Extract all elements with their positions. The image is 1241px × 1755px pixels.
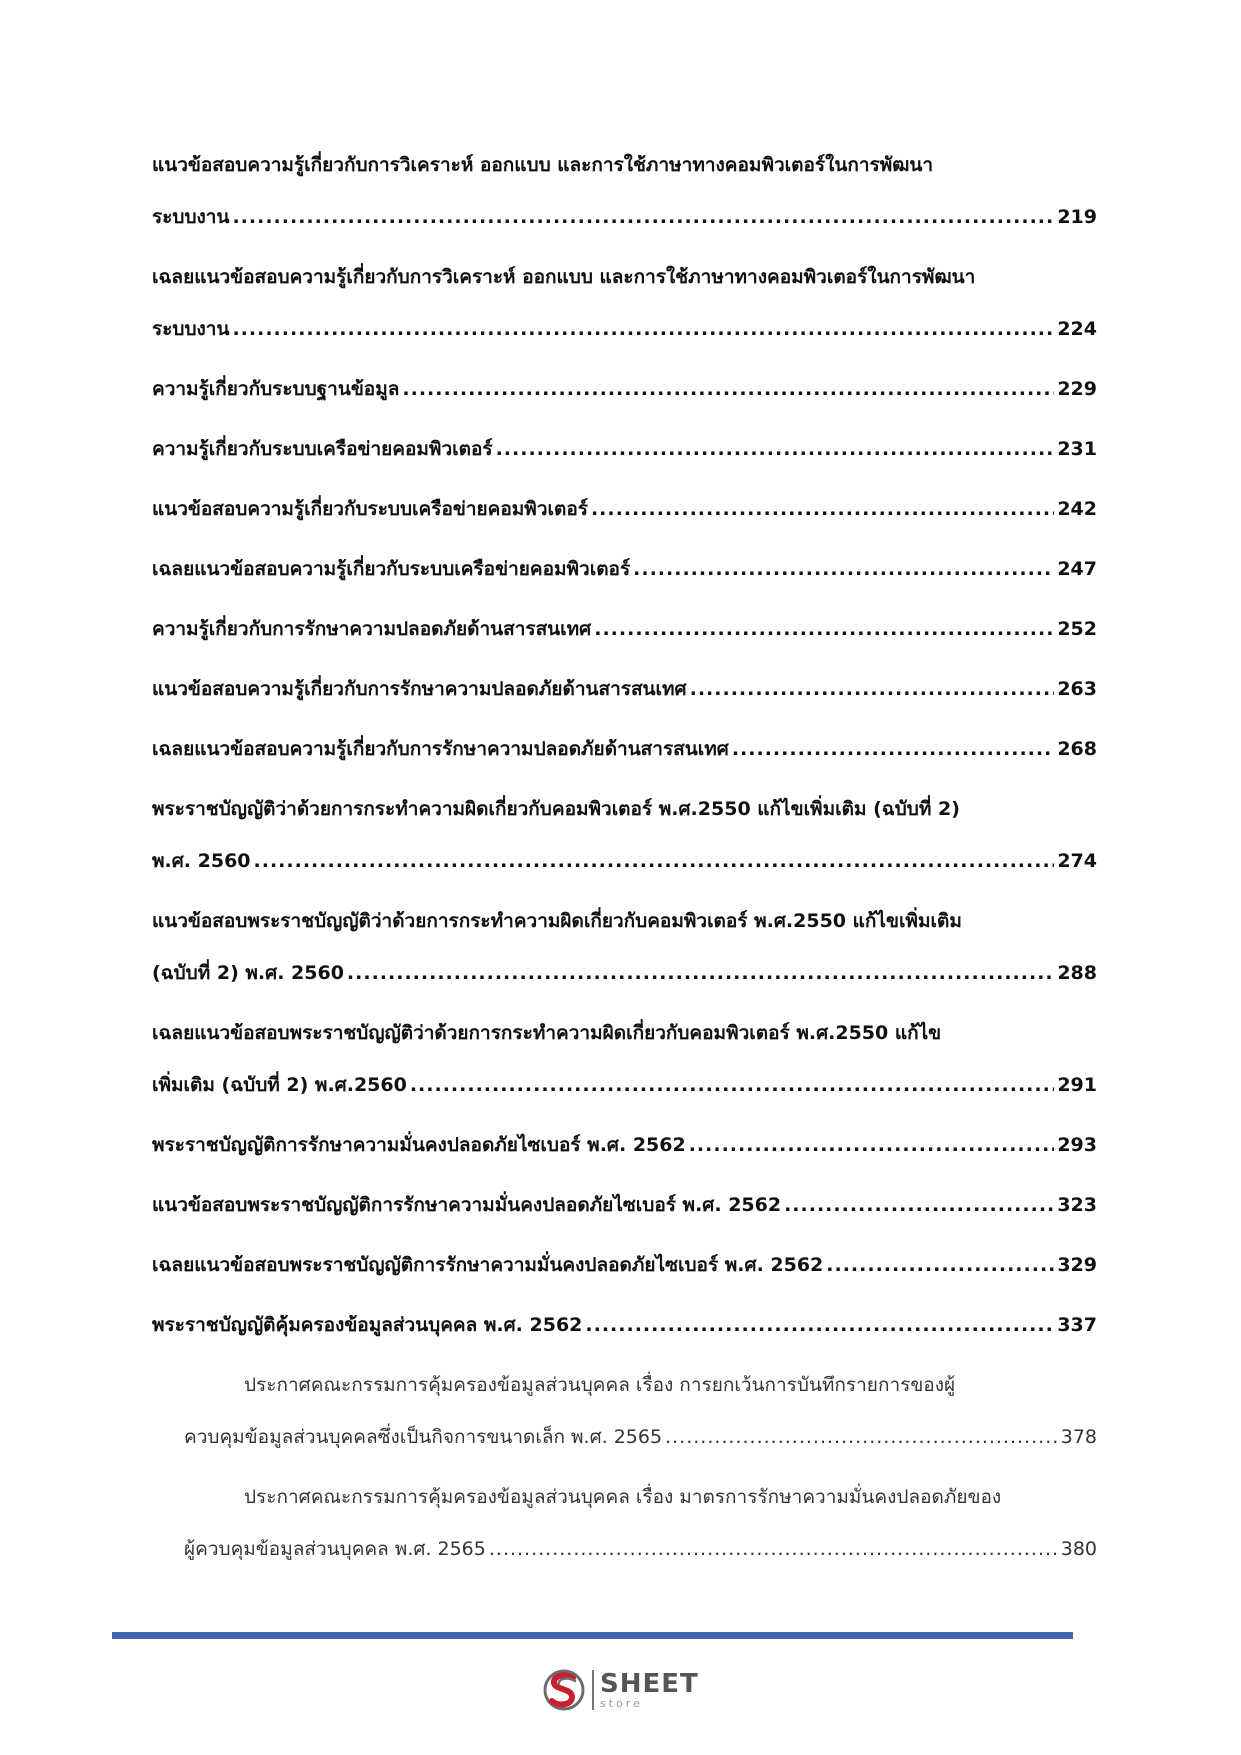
dot-leader bbox=[489, 1534, 1058, 1564]
dot-leader bbox=[410, 1070, 1055, 1100]
toc-page-number: 380 bbox=[1060, 1538, 1097, 1560]
dot-leader bbox=[732, 734, 1055, 764]
dot-leader bbox=[347, 958, 1054, 988]
toc-entry[interactable] bbox=[152, 494, 1097, 524]
toc-page-number: 288 bbox=[1057, 962, 1097, 984]
toc-page-number: 231 bbox=[1057, 438, 1097, 460]
toc-page-number: 242 bbox=[1057, 498, 1097, 520]
toc-subentry-title: ประกาศคณะกรรมการคุ้มครองข้อมูลส่วนบุคคล เรื่อง การยกเว้นการบันทึกรายการของผู้ bbox=[244, 1374, 956, 1396]
toc-entry-title-cont: ระบบงาน bbox=[152, 206, 230, 228]
toc-entry-title: เฉลยแนวข้อสอบความรู้เกี่ยวกับระบบเครือข่ายคอมพิวเตอร์ bbox=[152, 558, 631, 580]
toc-entry-title: ความรู้เกี่ยวกับระบบเครือข่ายคอมพิวเตอร์ bbox=[152, 438, 493, 460]
toc-entry-title-cont: พ.ศ. 2560 bbox=[152, 850, 251, 872]
toc-page-number: 291 bbox=[1057, 1074, 1097, 1096]
footer-rule bbox=[112, 1632, 1073, 1639]
toc-entry[interactable] bbox=[152, 1130, 1097, 1160]
toc-entry-title: เฉลยแนวข้อสอบพระราชบัญญัติการรักษาความมั่นคงปลอดภัยไซเบอร์ พ.ศ. 2562 bbox=[152, 1254, 824, 1276]
toc-page-number: 224 bbox=[1057, 318, 1097, 340]
toc-subentry-title-cont: ผู้ควบคุมข้อมูลส่วนบุคคล พ.ศ. 2565 bbox=[184, 1538, 486, 1560]
dot-leader bbox=[690, 674, 1055, 704]
logo-brand-sub: store bbox=[600, 1697, 643, 1710]
dot-leader bbox=[689, 1130, 1055, 1160]
toc-entry[interactable] bbox=[152, 794, 1097, 876]
dot-leader bbox=[232, 202, 1054, 232]
toc-entry[interactable] bbox=[152, 1190, 1097, 1220]
toc-entry[interactable] bbox=[152, 1250, 1097, 1280]
toc-subentry-title: ประกาศคณะกรรมการคุ้มครองข้อมูลส่วนบุคคล เรื่อง มาตรการรักษาความมั่นคงปลอดภัยของ bbox=[244, 1486, 1002, 1508]
table-of-contents bbox=[152, 150, 1097, 1594]
dot-leader bbox=[591, 494, 1054, 524]
dot-leader bbox=[633, 554, 1054, 584]
toc-entry[interactable] bbox=[152, 906, 1097, 988]
logo-divider bbox=[592, 1670, 594, 1710]
toc-page-number: 378 bbox=[1060, 1426, 1097, 1448]
logo-wordmark bbox=[600, 1671, 699, 1709]
toc-page-number: 219 bbox=[1057, 206, 1097, 228]
toc-page-number: 329 bbox=[1057, 1254, 1097, 1276]
toc-entry[interactable] bbox=[152, 554, 1097, 584]
toc-entry-title: พระราชบัญญัติการรักษาความมั่นคงปลอดภัยไซเบอร์ พ.ศ. 2562 bbox=[152, 1134, 686, 1156]
toc-entry-title: แนวข้อสอบพระราชบัญญัติการรักษาความมั่นคงปลอดภัยไซเบอร์ พ.ศ. 2562 bbox=[152, 1194, 782, 1216]
toc-entry-title: ความรู้เกี่ยวกับระบบฐานข้อมูล bbox=[152, 378, 400, 400]
toc-entry-title: แนวข้อสอบความรู้เกี่ยวกับการวิเคราะห์ ออกแบบ และการใช้ภาษาทางคอมพิวเตอร์ในการพัฒนา bbox=[152, 154, 934, 176]
toc-entry-title: ความรู้เกี่ยวกับการรักษาความปลอดภัยด้านสารสนเทศ bbox=[152, 618, 592, 640]
dot-leader bbox=[402, 374, 1054, 404]
toc-page-number: 247 bbox=[1057, 558, 1097, 580]
toc-entry-title-cont: เพิ่มเติม (ฉบับที่ 2) พ.ศ.2560 bbox=[152, 1074, 407, 1096]
toc-subentry[interactable] bbox=[152, 1370, 1097, 1452]
sheet-store-logo bbox=[542, 1660, 722, 1720]
toc-entry-title: พระราชบัญญัติว่าด้วยการกระทำความผิดเกี่ยวกับคอมพิวเตอร์ พ.ศ.2550 แก้ไขเพิ่มเติม (ฉบับที่ 2) bbox=[152, 798, 960, 820]
toc-page-number: 274 bbox=[1057, 850, 1097, 872]
toc-page-number: 268 bbox=[1057, 738, 1097, 760]
dot-leader bbox=[594, 614, 1054, 644]
dot-leader bbox=[254, 846, 1055, 876]
toc-entry-title: เฉลยแนวข้อสอบพระราชบัญญัติว่าด้วยการกระทำความผิดเกี่ยวกับคอมพิวเตอร์ พ.ศ.2550 แก้ไข bbox=[152, 1022, 942, 1044]
toc-entry-title: แนวข้อสอบพระราชบัญญัติว่าด้วยการกระทำความผิดเกี่ยวกับคอมพิวเตอร์ พ.ศ.2550 แก้ไขเพิ่มเติม bbox=[152, 910, 962, 932]
toc-entry-title: แนวข้อสอบความรู้เกี่ยวกับระบบเครือข่ายคอมพิวเตอร์ bbox=[152, 498, 588, 520]
toc-subentry[interactable] bbox=[152, 1482, 1097, 1564]
toc-entry-title: พระราชบัญญัติคุ้มครองข้อมูลส่วนบุคคล พ.ศ. 2562 bbox=[152, 1314, 583, 1336]
toc-entry-title: เฉลยแนวข้อสอบความรู้เกี่ยวกับการวิเคราะห์ ออกแบบ และการใช้ภาษาทางคอมพิวเตอร์ในการพัฒนา bbox=[152, 266, 976, 288]
toc-entry-title: เฉลยแนวข้อสอบความรู้เกี่ยวกับการรักษาความปลอดภัยด้านสารสนเทศ bbox=[152, 738, 729, 760]
logo-brand: SHEET bbox=[600, 1669, 699, 1699]
dot-leader bbox=[784, 1190, 1054, 1220]
dot-leader bbox=[826, 1250, 1054, 1280]
toc-page-number: 252 bbox=[1057, 618, 1097, 640]
toc-entry[interactable] bbox=[152, 262, 1097, 344]
toc-page-number: 263 bbox=[1057, 678, 1097, 700]
toc-entry-title-cont: ระบบงาน bbox=[152, 318, 230, 340]
toc-entry[interactable] bbox=[152, 434, 1097, 464]
toc-page-number: 337 bbox=[1057, 1314, 1097, 1336]
toc-entry-title-cont: (ฉบับที่ 2) พ.ศ. 2560 bbox=[152, 962, 344, 984]
dot-leader bbox=[496, 434, 1055, 464]
toc-entry[interactable] bbox=[152, 734, 1097, 764]
dot-leader bbox=[585, 1310, 1054, 1340]
sheet-store-logo-icon bbox=[542, 1666, 586, 1714]
toc-entry[interactable] bbox=[152, 1310, 1097, 1340]
toc-entry[interactable] bbox=[152, 1018, 1097, 1100]
toc-page-number: 229 bbox=[1057, 378, 1097, 400]
toc-subentry-title-cont: ควบคุมข้อมูลส่วนบุคคลซึ่งเป็นกิจการขนาดเล็ก พ.ศ. 2565 bbox=[184, 1426, 663, 1448]
toc-entry[interactable] bbox=[152, 614, 1097, 644]
dot-leader bbox=[665, 1422, 1058, 1452]
toc-entry[interactable] bbox=[152, 150, 1097, 232]
toc-page-number: 323 bbox=[1057, 1194, 1097, 1216]
toc-entry-title: แนวข้อสอบความรู้เกี่ยวกับการรักษาความปลอดภัยด้านสารสนเทศ bbox=[152, 678, 687, 700]
toc-page-number: 293 bbox=[1057, 1134, 1097, 1156]
toc-entry[interactable] bbox=[152, 674, 1097, 704]
dot-leader bbox=[232, 314, 1054, 344]
toc-entry[interactable] bbox=[152, 374, 1097, 404]
